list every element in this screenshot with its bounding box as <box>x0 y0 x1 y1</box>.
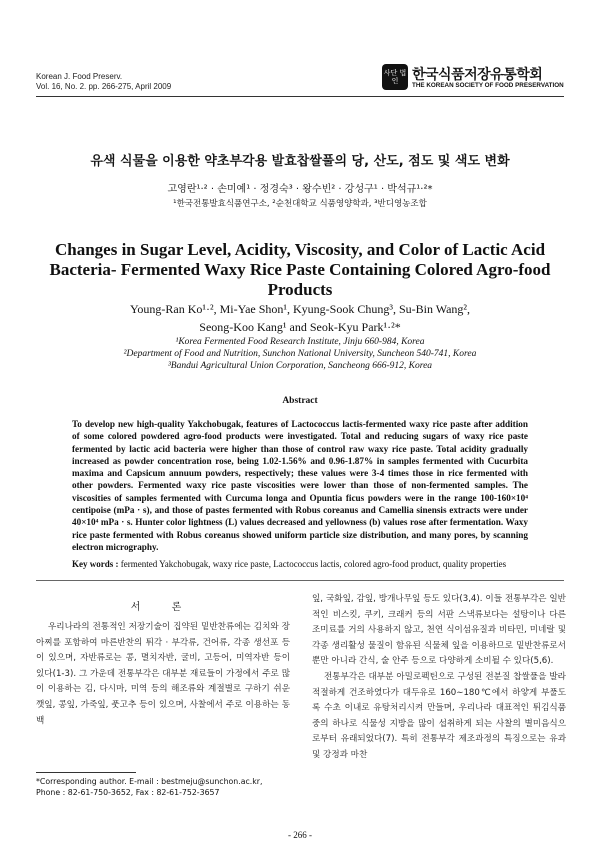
title-korean: 유색 식물을 이용한 약초부각용 발효찹쌀풀의 당, 산도, 점도 및 색도 변화 <box>90 154 510 169</box>
society-logo <box>382 64 564 92</box>
section-divider <box>36 580 564 581</box>
intro-paragraph: 전통부각은 대부분 아밀로펙틴으로 구성된 전분질 찹쌀풀을 발라 적절하게 건조하였다가 대두유로 160∼180℃에서 하얗게 부풀도록 수초 이내로 유탕처리시켜 만들며, 우리나라 대표적인 튀김식품 중의 하나로 식물성 지방을 많이 섭취하게 되는 사찰의 별미음식으로부터 유래되었다(7). 특히 전통부각 제조과정의 특징으로는 유과 및 강정과 마찬 <box>312 671 566 760</box>
header-divider <box>36 96 564 97</box>
authors-english-line: Seong-Koo Kang¹ and Seok-Kyu Park¹·²* <box>199 320 401 334</box>
society-seal-icon: 사단 법인 <box>382 64 408 90</box>
keywords-label: Key words : <box>72 559 119 569</box>
title-english: Changes in Sugar Level, Acidity, Viscosity, and Color of Lactic Acid Bacteria- Fermented Waxy Rice Paste Containing Colored Agro-food Products <box>49 240 551 299</box>
society-name-ko: 한국식품저장유통학회 <box>412 67 543 83</box>
affiliation-line: ¹Korea Fermented Food Research Institute, Jinju 660-984, Korea <box>175 337 425 347</box>
footnote-email: *Corresponding author. E-mail : bestmeju@sunchon.ac.kr, <box>36 777 263 786</box>
footnote-divider <box>36 772 136 773</box>
footnote-phone: Phone : 82-61-750-3652, Fax : 82-61-752-3657 <box>36 788 220 797</box>
journal-citation <box>36 72 171 92</box>
intro-paragraph: 잎, 국화잎, 감잎, 방개나무잎 등도 있다(3,4). 이들 전통부각은 일반적인 비스킷, 쿠키, 크래커 등의 서판 스낵류보다는 설탕이나 다른 조미료를 거의 사용하지 않고, 천연 식이섬유질과 비타민, 미네랄 및 각종 생리활성 물질이 함유된 식물체 잎을 이용하므로 밑반찬류로서 뿐만 아니라 간식, 술 안주 등으로 다양하게 소비될 수 있다(5,6). <box>312 594 566 667</box>
affiliation-line: ²Department of Food and Nutrition, Sunchon National University, Suncheon 540-741, Korea <box>123 349 477 359</box>
authors-english-line: Young-Ran Ko¹·², Mi-Yae Shon¹, Kyung-Sook Chung³, Su-Bin Wang², <box>129 302 471 316</box>
page-number: - 266 - <box>288 830 312 840</box>
corresponding-author-footnote <box>36 776 296 798</box>
affiliations-korean: ¹한국전통발효식품연구소, ²순천대학교 식품영양학과, ³반디영농조합 <box>173 199 427 209</box>
society-name-en: THE KOREAN SOCIETY OF FOOD PRESERVATION <box>412 82 564 89</box>
abstract-heading: Abstract <box>282 396 318 406</box>
intro-heading: 서 론 <box>130 602 196 613</box>
intro-left-column: 우리나라의 전통적인 저장기술이 집약된 밑반찬류에는 김치와 장아찌를 포함하여 마른반찬의 튀각 · 부각류, 건어류, 각종 생선포 등이 있으며, 자반류로는 콩, 멸치자반, 굴비, 고등어, 미역자반 등이 있다(1-3). 그 가운데 전통부각은 대부분 재료들이 가정에서 주로 많이 이용하는 김, 다시마, 미역 등의 해조류와 계절별로 구하기 쉬운 깻잎, 콩잎, 가죽잎, 풋고추 등이 있으며, 사찰에서 주로 이용하는 동백 <box>36 622 290 726</box>
journal-volume: Vol. 16, No. 2. pp. 266-275, April 2009 <box>36 82 172 91</box>
keywords-text: fermented Yakchobugak, waxy rice paste, Lactococcus lactis, colored agro-food product, quality properties <box>120 559 507 569</box>
journal-name: Korean J. Food Preserv. <box>36 72 123 81</box>
authors-english <box>60 300 540 336</box>
authors-korean: 고영란¹·² · 손미예¹ · 정경숙³ · 왕수빈² · 강성구¹ · 박석규¹·²* <box>167 184 433 195</box>
keywords <box>72 558 528 570</box>
abstract-text: To develop new high-quality Yakchobugak, features of Lactococcus lactis-fermented waxy rice paste after addition of some colored powdered agro-food products were investigated. Total and reducing sugars of waxy rice paste fermented by lactic acid bacteria were higher than those of control raw waxy rice paste. Total acidity gradually increased as powder concentration rose, being 1.02-1.56% and 0.96-1.87% in samples fermented with Cucurbita maxima and Capsicum annuum powders, respectively; these values were 3-4 times those in rice fermented with other powders. Fermented waxy rice paste viscosities were lower than those of non-fermented samples. The viscosities of samples fermented with Curcuma longa and Opuntia ficus powders were in the range 100-160×10⁴ centipoise (mPa · s), and those of pastes fermented with Robus coreanus and Camellia sinensis extracts were under 40×10⁴ mPa · s. Hunter color lightness (L) values decreased and yellowness (b) values rose after fermentation. Waxy rice paste fermented with Robus coreanus showed uniform particle size distribution, and many pores, by scanning electron micrography. <box>72 419 528 552</box>
affiliations-english <box>60 336 540 372</box>
affiliation-line: ³Bandui Agricultural Union Corporation, Sancheong 666-912, Korea <box>167 361 433 371</box>
intro-right-column <box>312 592 566 764</box>
